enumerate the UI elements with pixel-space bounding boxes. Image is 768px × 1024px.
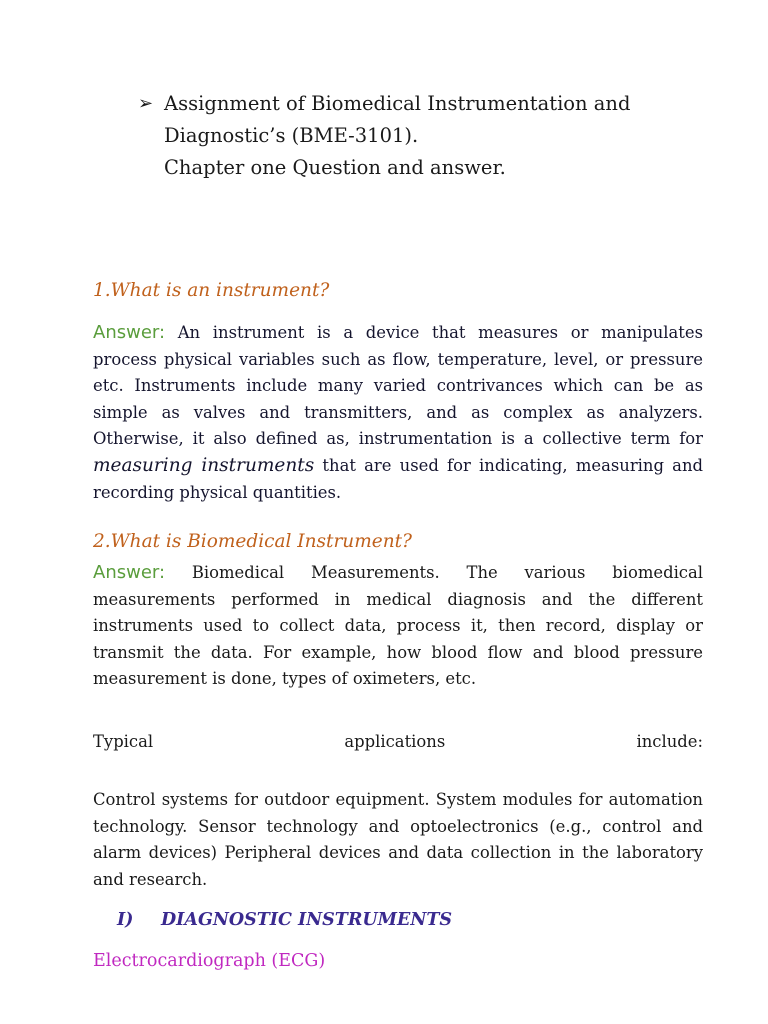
section-number: I) <box>117 910 134 930</box>
answer-2-paragraph <box>93 560 703 693</box>
applications-word-2: applications <box>344 732 446 751</box>
header-line-3 <box>138 152 630 184</box>
header-line-1 <box>138 88 630 120</box>
applications-paragraph: Control systems for outdoor equipment. System modules for automation technology. Sensor technology and optoelectronics (e.g., control and alarm devices) Peripheral devices and data collection in the laboratory and research. <box>93 790 703 889</box>
header-text-2: Diagnostic’s (BME-3101). <box>164 124 419 147</box>
applications-heading <box>93 732 703 751</box>
applications-word-3: include: <box>636 732 703 751</box>
answer-1-text-before: An instrument is a device that measures or manipulates process physical variables such as flow, temperature, level, or pressure etc. Instruments include many varied contrivances which can be as simple as valves and transmitters, and as complex as analyzers. Otherwise, it also defined as, instrumentation is a collective term for <box>93 323 703 449</box>
applications-word-1: Typical <box>93 732 154 751</box>
answer-1-paragraph <box>93 320 703 506</box>
section-heading <box>117 910 452 930</box>
question-2-heading: 2.What is Biomedical Instrument? <box>93 531 412 552</box>
header-text-1: Assignment of Biomedical Instrumentation and <box>164 92 631 115</box>
header-line-2 <box>138 120 630 152</box>
arrow-bullet-icon: ➢ <box>138 93 154 114</box>
question-1-heading: 1.What is an instrument? <box>93 280 330 301</box>
section-title: DIAGNOSTIC INSTRUMENTS <box>161 910 453 930</box>
assignment-header <box>138 88 630 184</box>
answer-1-label: Answer: <box>93 322 166 343</box>
answer-1-emphasis: measuring instruments <box>93 454 315 476</box>
answer-2-text: Biomedical Measurements. The various biomedical measurements performed in medical diagnosis and the different instruments used to collect data, process it, then record, display or transmit the data. For example, how blood flow and blood pressure measurement is done, types of oximeters, etc. <box>93 563 703 689</box>
answer-1-text-after: that are used for indicating, measuring and recording physical quantities. <box>93 455 703 502</box>
header-text-3: Chapter one Question and answer. <box>164 156 506 179</box>
ecg-subheading: Electrocardiograph (ECG) <box>93 951 326 971</box>
answer-2-label: Answer: <box>93 562 166 583</box>
